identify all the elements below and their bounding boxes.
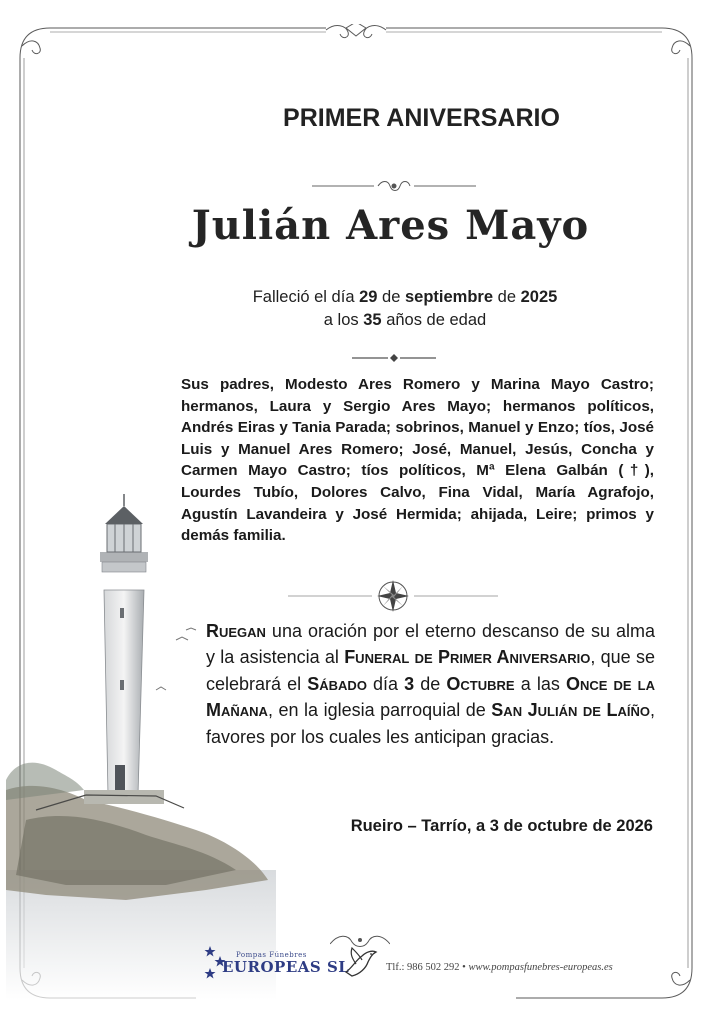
- request-text-1: una oración por el eterno descanso de su alma y la asistencia al: [206, 621, 655, 668]
- died-de1: de: [382, 288, 401, 306]
- age-suffix: años de edad: [386, 311, 487, 329]
- request-text-7: , favores por los cuales les anticipan gracias.: [206, 700, 655, 747]
- contact-info: [386, 962, 613, 973]
- died-year: 2025: [520, 288, 558, 306]
- died-day: 29: [359, 288, 378, 306]
- family-list: Sus padres, Modesto Ares Romero y Marina Mayo Castro; hermanos, Laura y Sergio Ares Mayo; hermanos políticos, Andrés Eiras y Tania Parada; sobrinos, Manuel y Enzo; tíos, José Luis y Manuel Ares Romero; José, Manuel, Jesús, Concha y Carmen Mayo Castro; tíos políticos, Mª Elena Galbán (†), Lourdes Tubío, Dolores Calvo, Fina Vidal, María Agrafojo, Agustín Lavandeira y José Hermida; ahijada, Leire; primos y demás familia.: [181, 376, 654, 545]
- request-text-4: de: [414, 673, 447, 694]
- died-de2: de: [497, 288, 516, 306]
- request-time: Once de la Mañana: [206, 673, 655, 721]
- death-info: [0, 286, 724, 332]
- request-day-number: 3: [404, 673, 415, 694]
- deceased-name: Julián Ares Mayo: [191, 202, 590, 249]
- request-text-3: día: [366, 673, 405, 694]
- age-value: 35: [363, 311, 382, 329]
- request-funeral: Funeral de Primer Aniversario: [344, 647, 591, 668]
- ornament-divider-small: [352, 352, 436, 364]
- died-prefix: Falleció el día: [252, 288, 355, 306]
- request-text-2: , que se celebrará el: [206, 647, 655, 694]
- request-month: Octubre: [446, 673, 515, 694]
- contact-separator: •: [462, 962, 466, 973]
- request-church: San Julián de Laíño: [491, 700, 650, 721]
- request-text-6: , en la iglesia parroquial de: [267, 700, 492, 721]
- place-date: Rueiro – Tarrío, a 3 de octubre de 2026: [350, 817, 653, 835]
- phone-number: 986 502 292: [407, 962, 460, 973]
- ornament-divider-top: [312, 178, 476, 194]
- brand-tagline: Pompas Fúnebres: [236, 951, 307, 959]
- compass-rose-divider: [288, 576, 498, 616]
- phone-label: Tlf.:: [386, 962, 405, 973]
- notice-heading: PRIMER ANIVERSARIO: [283, 104, 560, 132]
- request-text-5: a las: [514, 673, 566, 694]
- request-day-name: Sábado: [307, 673, 367, 694]
- dove-icon: [342, 946, 380, 980]
- funeral-request: [206, 618, 655, 750]
- brand-name: EUROPEAS SL: [222, 958, 350, 976]
- died-month: septiembre: [405, 288, 494, 306]
- age-line: [0, 309, 724, 332]
- request-ruegan: Ruegan: [206, 621, 266, 641]
- website-link[interactable]: www.pompasfunebres-europeas.es: [468, 962, 613, 973]
- age-prefix: a los: [323, 311, 359, 329]
- death-date-line: [0, 286, 724, 309]
